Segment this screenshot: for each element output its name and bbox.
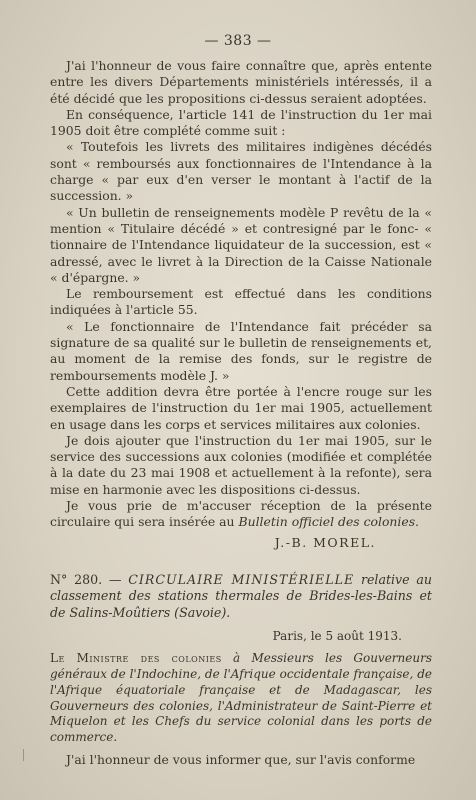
paragraph-addition: Cette addition devra être portée à l'encre rouge sur les exemplaires de l'instruction du 1er mai 1905, actuellement en usage dans les corps et services militaires aux colonies. (50, 383, 432, 432)
signature: J.-B. MOREL. (274, 534, 376, 550)
quote-livrets: « Toutefois les livrets des militaires indigènes décédés sont « remboursés aux fonctionnaires de l'Intendance à la charge « par eux d'en verser le montant à l'actif de la succession. » (50, 139, 432, 204)
circular-addressees: à Messieurs les Gouverneurs généraux de l'Indochine, de l'Afrique occidentale française, de l'Afrique équatoriale française et de Madagascar, les Gouverneurs des colonies, l'Administrateur de Saint-Pierre et Miquelon et les Chefs du service colonial dans les ports de commerce. (50, 651, 432, 745)
paragraph-closing (50, 498, 432, 531)
quote-bulletin: « Un bulletin de renseignements modèle P revêtu de la « mention « Titulaire décédé » et contresigné par le fonc- « tionnaire de l'Intendance liquidateur de la succession, est « adressé, avec le livret à la Direction de la Caisse Nationale « d'épargne. » (50, 204, 432, 285)
circular-subject: relative au classement des stations thermales de Brides-les-Bains et de Salins-Moûtiers (Savoie). (50, 571, 432, 620)
circular-heading (50, 572, 432, 622)
paragraph-instruction: Je dois ajouter que l'instruction du 1er mai 1905, sur le service des successions aux colonies (modifiée et complétée à la date du 23 mai 1908 et actuellement à la refonte), sera mise en harmonie avec les dispositions ci-dessus. (50, 432, 432, 497)
letter-body (50, 58, 432, 768)
circular-addressor: Le Ministre des colonies (50, 651, 222, 666)
closing-text: Je vous prie de m'accuser réception de la présente circulaire qui sera insérée au (50, 498, 432, 530)
paragraph-intro: J'ai l'honneur de vous faire connaître que, après entente entre les divers Départements ministériels intéressés, il a été décidé que les propositions ci-dessus seraient adoptées. (50, 58, 432, 106)
circular-address (50, 651, 432, 746)
page-number: — 383 — (204, 33, 272, 49)
circular-first-line: J'ai l'honneur de vous informer que, sur l'avis conforme (66, 751, 416, 767)
circular-dateline: Paris, le 5 août 1913. (272, 629, 402, 644)
quote-fonctionnaire: « Le fonctionnaire de l'Intendance fait précéder sa signature de sa qualité sur le bulletin de renseignements et, au moment de la remise des fonds, sur le registre de remboursements modèle J. » (50, 318, 432, 383)
paragraph-remboursement: Le remboursement est effectué dans les conditions indiquées à l'article 55. (50, 286, 432, 318)
paragraph-consequence: En conséquence, l'article 141 de l'instruction du 1er mai 1905 doit être complété comme suit : (50, 106, 432, 139)
circular-number: N° 280. — (50, 571, 122, 587)
margin-mark (23, 749, 24, 761)
circular-title: CIRCULAIRE MINISTÉRIELLE (128, 571, 355, 587)
bulletin-name: Bulletin officiel des colonies. (238, 514, 419, 530)
